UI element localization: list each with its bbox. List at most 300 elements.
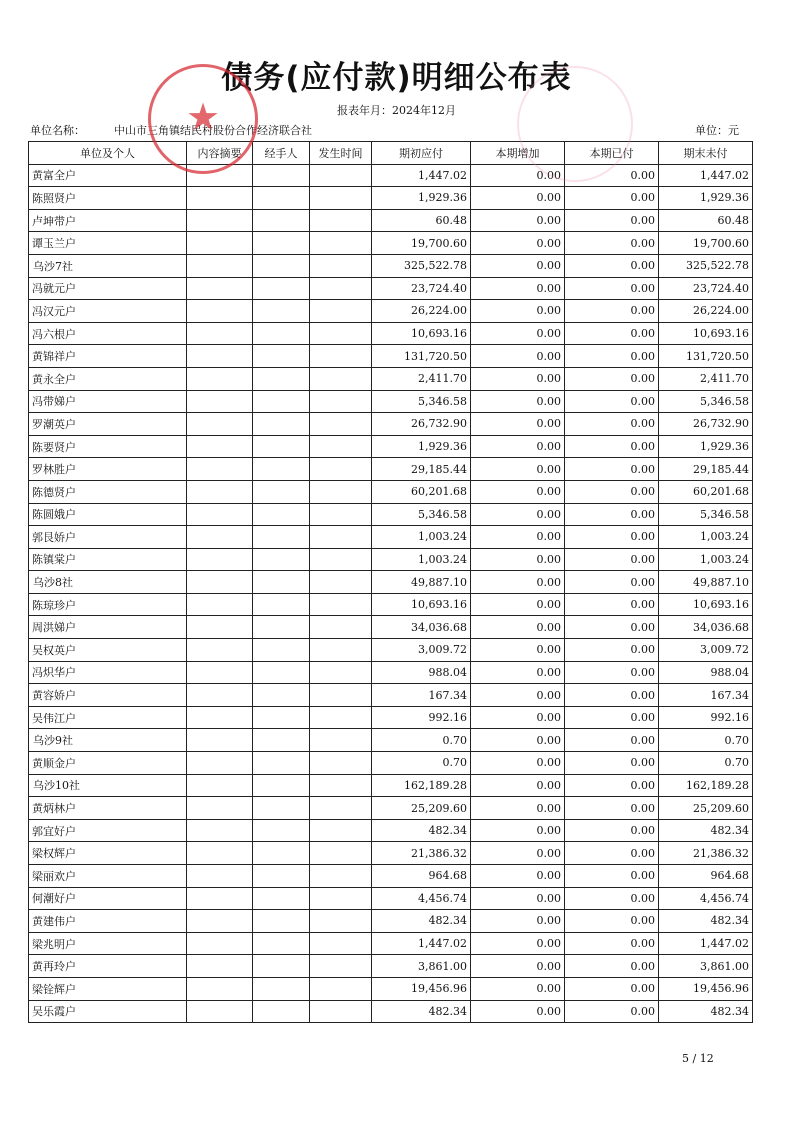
seal-star-icon: ★ [185, 95, 221, 139]
cell-name: 陈琼珍户 [29, 593, 187, 616]
cell-name: 冯就元户 [29, 277, 187, 300]
cell-handler [253, 932, 310, 955]
cell-paid: 0.00 [565, 639, 659, 662]
cell-handler [253, 729, 310, 752]
cell-handler [253, 910, 310, 933]
cell-summary [187, 187, 253, 210]
table-row [29, 187, 753, 210]
cell-closing: 482.34 [659, 910, 753, 933]
cell-paid: 0.00 [565, 842, 659, 865]
cell-increase: 0.00 [471, 480, 565, 503]
cell-increase: 0.00 [471, 526, 565, 549]
table-row [29, 639, 753, 662]
cell-closing: 162,189.28 [659, 774, 753, 797]
cell-closing: 131,720.50 [659, 345, 753, 368]
cell-date [310, 616, 372, 639]
cell-opening: 482.34 [372, 1000, 471, 1023]
cell-opening: 131,720.50 [372, 345, 471, 368]
header-closing: 期末未付 [659, 142, 753, 165]
cell-date [310, 413, 372, 436]
cell-increase: 0.00 [471, 910, 565, 933]
cell-closing: 1,003.24 [659, 526, 753, 549]
cell-summary [187, 571, 253, 594]
cell-closing: 0.70 [659, 729, 753, 752]
cell-name: 冯六根户 [29, 322, 187, 345]
cell-summary [187, 209, 253, 232]
cell-date [310, 345, 372, 368]
payables-table [28, 141, 753, 1023]
cell-name: 吴权英户 [29, 639, 187, 662]
cell-date [310, 593, 372, 616]
cell-increase: 0.00 [471, 752, 565, 775]
cell-closing: 167.34 [659, 684, 753, 707]
cell-name: 陈要贤户 [29, 435, 187, 458]
cell-handler [253, 887, 310, 910]
cell-increase: 0.00 [471, 887, 565, 910]
cell-closing: 26,224.00 [659, 300, 753, 323]
cell-summary [187, 819, 253, 842]
cell-date [310, 752, 372, 775]
cell-date [310, 187, 372, 210]
cell-name: 周洪娣户 [29, 616, 187, 639]
cell-paid: 0.00 [565, 910, 659, 933]
cell-increase: 0.00 [471, 548, 565, 571]
cell-opening: 4,456.74 [372, 887, 471, 910]
cell-summary [187, 548, 253, 571]
cell-date [310, 503, 372, 526]
cell-date [310, 684, 372, 707]
cell-paid: 0.00 [565, 706, 659, 729]
cell-summary [187, 480, 253, 503]
cell-closing: 1,003.24 [659, 548, 753, 571]
table-row [29, 322, 753, 345]
cell-summary [187, 865, 253, 888]
cell-paid: 0.00 [565, 164, 659, 187]
cell-paid: 0.00 [565, 1000, 659, 1023]
cell-date [310, 819, 372, 842]
cell-increase: 0.00 [471, 797, 565, 820]
cell-closing: 988.04 [659, 661, 753, 684]
cell-date [310, 458, 372, 481]
currency-label: 单位：元 [695, 124, 739, 137]
cell-date [310, 390, 372, 413]
cell-increase: 0.00 [471, 232, 565, 255]
cell-date [310, 571, 372, 594]
cell-handler [253, 209, 310, 232]
cell-date [310, 865, 372, 888]
table-row [29, 955, 753, 978]
table-row [29, 480, 753, 503]
cell-name: 黄顺金户 [29, 752, 187, 775]
table-row [29, 616, 753, 639]
cell-paid: 0.00 [565, 526, 659, 549]
cell-paid: 0.00 [565, 187, 659, 210]
cell-paid: 0.00 [565, 548, 659, 571]
cell-paid: 0.00 [565, 774, 659, 797]
table-row [29, 661, 753, 684]
cell-opening: 325,522.78 [372, 254, 471, 277]
cell-summary [187, 367, 253, 390]
cell-name: 梁铨辉户 [29, 977, 187, 1000]
cell-opening: 19,700.60 [372, 232, 471, 255]
table-row [29, 842, 753, 865]
cell-paid: 0.00 [565, 277, 659, 300]
cell-name: 黄建伟户 [29, 910, 187, 933]
cell-opening: 60,201.68 [372, 480, 471, 503]
cell-paid: 0.00 [565, 345, 659, 368]
cell-closing: 482.34 [659, 819, 753, 842]
cell-handler [253, 1000, 310, 1023]
cell-paid: 0.00 [565, 797, 659, 820]
cell-paid: 0.00 [565, 232, 659, 255]
cell-paid: 0.00 [565, 254, 659, 277]
cell-handler [253, 797, 310, 820]
cell-name: 罗林胜户 [29, 458, 187, 481]
cell-increase: 0.00 [471, 322, 565, 345]
cell-paid: 0.00 [565, 932, 659, 955]
cell-date [310, 300, 372, 323]
cell-summary [187, 1000, 253, 1023]
report-period: 报表年月：2024年12月 [337, 104, 456, 117]
cell-summary [187, 932, 253, 955]
cell-increase: 0.00 [471, 865, 565, 888]
cell-handler [253, 548, 310, 571]
cell-date [310, 1000, 372, 1023]
cell-summary [187, 616, 253, 639]
cell-paid: 0.00 [565, 955, 659, 978]
cell-summary [187, 661, 253, 684]
cell-summary [187, 164, 253, 187]
table-row [29, 752, 753, 775]
cell-opening: 1,447.02 [372, 164, 471, 187]
cell-date [310, 706, 372, 729]
cell-opening: 0.70 [372, 752, 471, 775]
cell-name: 郭艮娇户 [29, 526, 187, 549]
cell-name: 何潮好户 [29, 887, 187, 910]
cell-summary [187, 390, 253, 413]
cell-closing: 1,447.02 [659, 932, 753, 955]
cell-summary [187, 729, 253, 752]
cell-handler [253, 232, 310, 255]
table-row [29, 729, 753, 752]
cell-opening: 5,346.58 [372, 503, 471, 526]
cell-summary [187, 526, 253, 549]
header-summary: 内容摘要 [187, 142, 253, 165]
cell-opening: 992.16 [372, 706, 471, 729]
cell-name: 黄炳林户 [29, 797, 187, 820]
cell-paid: 0.00 [565, 390, 659, 413]
cell-handler [253, 367, 310, 390]
cell-handler [253, 187, 310, 210]
table-row [29, 819, 753, 842]
cell-handler [253, 774, 310, 797]
cell-handler [253, 526, 310, 549]
cell-opening: 10,693.16 [372, 322, 471, 345]
cell-paid: 0.00 [565, 571, 659, 594]
cell-closing: 60,201.68 [659, 480, 753, 503]
cell-name: 乌沙8社 [29, 571, 187, 594]
table-row [29, 1000, 753, 1023]
table-row [29, 254, 753, 277]
cell-summary [187, 593, 253, 616]
cell-increase: 0.00 [471, 955, 565, 978]
cell-handler [253, 458, 310, 481]
table-body [29, 164, 753, 1023]
table-row [29, 209, 753, 232]
cell-summary [187, 413, 253, 436]
cell-increase: 0.00 [471, 390, 565, 413]
cell-date [310, 548, 372, 571]
cell-opening: 1,929.36 [372, 187, 471, 210]
table-row [29, 164, 753, 187]
cell-increase: 0.00 [471, 277, 565, 300]
cell-handler [253, 300, 310, 323]
cell-paid: 0.00 [565, 300, 659, 323]
table-row [29, 593, 753, 616]
cell-summary [187, 774, 253, 797]
header-unit-person: 单位及个人 [29, 142, 187, 165]
cell-name: 黄容娇户 [29, 684, 187, 707]
table-row [29, 865, 753, 888]
cell-summary [187, 435, 253, 458]
cell-opening: 10,693.16 [372, 593, 471, 616]
cell-date [310, 322, 372, 345]
cell-paid: 0.00 [565, 413, 659, 436]
cell-closing: 25,209.60 [659, 797, 753, 820]
cell-paid: 0.00 [565, 661, 659, 684]
cell-date [310, 277, 372, 300]
cell-paid: 0.00 [565, 322, 659, 345]
table-row [29, 232, 753, 255]
table-row [29, 345, 753, 368]
cell-closing: 21,386.32 [659, 842, 753, 865]
cell-increase: 0.00 [471, 932, 565, 955]
cell-name: 冯炽华户 [29, 661, 187, 684]
cell-date [310, 639, 372, 662]
cell-closing: 0.70 [659, 752, 753, 775]
cell-closing: 992.16 [659, 706, 753, 729]
cell-date [310, 797, 372, 820]
cell-date [310, 887, 372, 910]
table-row [29, 910, 753, 933]
cell-name: 黄再玲户 [29, 955, 187, 978]
cell-date [310, 435, 372, 458]
cell-summary [187, 232, 253, 255]
cell-summary [187, 887, 253, 910]
cell-summary [187, 706, 253, 729]
cell-name: 陈照贤户 [29, 187, 187, 210]
cell-date [310, 955, 372, 978]
cell-closing: 23,724.40 [659, 277, 753, 300]
cell-paid: 0.00 [565, 819, 659, 842]
cell-handler [253, 322, 310, 345]
cell-paid: 0.00 [565, 480, 659, 503]
cell-handler [253, 593, 310, 616]
cell-closing: 10,693.16 [659, 593, 753, 616]
cell-opening: 482.34 [372, 819, 471, 842]
cell-date [310, 232, 372, 255]
cell-increase: 0.00 [471, 571, 565, 594]
cell-summary [187, 955, 253, 978]
table-row [29, 887, 753, 910]
cell-name: 郭宜好户 [29, 819, 187, 842]
cell-handler [253, 639, 310, 662]
cell-date [310, 729, 372, 752]
table-header-row [29, 142, 753, 165]
cell-date [310, 367, 372, 390]
cell-closing: 4,456.74 [659, 887, 753, 910]
cell-increase: 0.00 [471, 684, 565, 707]
cell-closing: 3,861.00 [659, 955, 753, 978]
cell-date [310, 254, 372, 277]
cell-paid: 0.00 [565, 865, 659, 888]
table-row [29, 571, 753, 594]
cell-opening: 2,411.70 [372, 367, 471, 390]
table-row [29, 774, 753, 797]
cell-paid: 0.00 [565, 209, 659, 232]
cell-handler [253, 390, 310, 413]
table-row [29, 977, 753, 1000]
cell-opening: 60.48 [372, 209, 471, 232]
cell-handler [253, 706, 310, 729]
cell-paid: 0.00 [565, 367, 659, 390]
cell-opening: 482.34 [372, 910, 471, 933]
cell-date [310, 526, 372, 549]
table-row [29, 503, 753, 526]
cell-closing: 325,522.78 [659, 254, 753, 277]
cell-date [310, 774, 372, 797]
cell-name: 卢坤带户 [29, 209, 187, 232]
cell-summary [187, 503, 253, 526]
cell-closing: 19,456.96 [659, 977, 753, 1000]
cell-increase: 0.00 [471, 458, 565, 481]
cell-closing: 10,693.16 [659, 322, 753, 345]
cell-increase: 0.00 [471, 661, 565, 684]
cell-increase: 0.00 [471, 413, 565, 436]
table-row [29, 797, 753, 820]
table-row [29, 458, 753, 481]
cell-date [310, 910, 372, 933]
cell-closing: 29,185.44 [659, 458, 753, 481]
cell-handler [253, 842, 310, 865]
cell-closing: 26,732.90 [659, 413, 753, 436]
cell-handler [253, 661, 310, 684]
cell-increase: 0.00 [471, 774, 565, 797]
header-handler: 经手人 [253, 142, 310, 165]
table-row [29, 526, 753, 549]
cell-date [310, 977, 372, 1000]
cell-paid: 0.00 [565, 616, 659, 639]
cell-closing: 5,346.58 [659, 503, 753, 526]
cell-handler [253, 684, 310, 707]
cell-opening: 3,861.00 [372, 955, 471, 978]
cell-summary [187, 254, 253, 277]
cell-date [310, 842, 372, 865]
cell-closing: 964.68 [659, 865, 753, 888]
cell-handler [253, 955, 310, 978]
cell-date [310, 164, 372, 187]
cell-summary [187, 842, 253, 865]
cell-name: 陈镇棠户 [29, 548, 187, 571]
cell-closing: 3,009.72 [659, 639, 753, 662]
cell-name: 冯汉元户 [29, 300, 187, 323]
cell-paid: 0.00 [565, 593, 659, 616]
cell-increase: 0.00 [471, 367, 565, 390]
cell-opening: 964.68 [372, 865, 471, 888]
cell-paid: 0.00 [565, 684, 659, 707]
cell-opening: 29,185.44 [372, 458, 471, 481]
cell-name: 黄锦祥户 [29, 345, 187, 368]
cell-increase: 0.00 [471, 209, 565, 232]
cell-closing: 49,887.10 [659, 571, 753, 594]
cell-summary [187, 300, 253, 323]
table-row [29, 277, 753, 300]
cell-name: 陈圆娥户 [29, 503, 187, 526]
cell-handler [253, 819, 310, 842]
cell-increase: 0.00 [471, 187, 565, 210]
cell-handler [253, 164, 310, 187]
cell-date [310, 932, 372, 955]
cell-opening: 3,009.72 [372, 639, 471, 662]
cell-increase: 0.00 [471, 706, 565, 729]
cell-increase: 0.00 [471, 729, 565, 752]
cell-handler [253, 435, 310, 458]
cell-name: 黄永全户 [29, 367, 187, 390]
cell-opening: 34,036.68 [372, 616, 471, 639]
cell-handler [253, 345, 310, 368]
cell-increase: 0.00 [471, 616, 565, 639]
cell-closing: 19,700.60 [659, 232, 753, 255]
cell-name: 梁丽欢户 [29, 865, 187, 888]
cell-opening: 162,189.28 [372, 774, 471, 797]
cell-paid: 0.00 [565, 729, 659, 752]
cell-handler [253, 752, 310, 775]
cell-increase: 0.00 [471, 593, 565, 616]
table-row [29, 548, 753, 571]
cell-opening: 23,724.40 [372, 277, 471, 300]
cell-name: 梁兆明户 [29, 932, 187, 955]
cell-name: 梁权辉户 [29, 842, 187, 865]
cell-date [310, 209, 372, 232]
cell-closing: 1,929.36 [659, 435, 753, 458]
cell-opening: 25,209.60 [372, 797, 471, 820]
cell-closing: 34,036.68 [659, 616, 753, 639]
cell-opening: 1,003.24 [372, 526, 471, 549]
cell-name: 吴伟江户 [29, 706, 187, 729]
cell-increase: 0.00 [471, 1000, 565, 1023]
cell-handler [253, 977, 310, 1000]
table-row [29, 684, 753, 707]
cell-summary [187, 277, 253, 300]
header-increase: 本期增加 [471, 142, 565, 165]
cell-handler [253, 865, 310, 888]
cell-summary [187, 639, 253, 662]
cell-increase: 0.00 [471, 164, 565, 187]
cell-handler [253, 413, 310, 436]
cell-increase: 0.00 [471, 842, 565, 865]
cell-name: 罗潮英户 [29, 413, 187, 436]
cell-increase: 0.00 [471, 977, 565, 1000]
cell-summary [187, 345, 253, 368]
cell-summary [187, 322, 253, 345]
cell-increase: 0.00 [471, 300, 565, 323]
cell-name: 黄富全户 [29, 164, 187, 187]
cell-paid: 0.00 [565, 458, 659, 481]
cell-name: 冯带娣户 [29, 390, 187, 413]
cell-handler [253, 571, 310, 594]
cell-closing: 5,346.58 [659, 390, 753, 413]
cell-paid: 0.00 [565, 887, 659, 910]
